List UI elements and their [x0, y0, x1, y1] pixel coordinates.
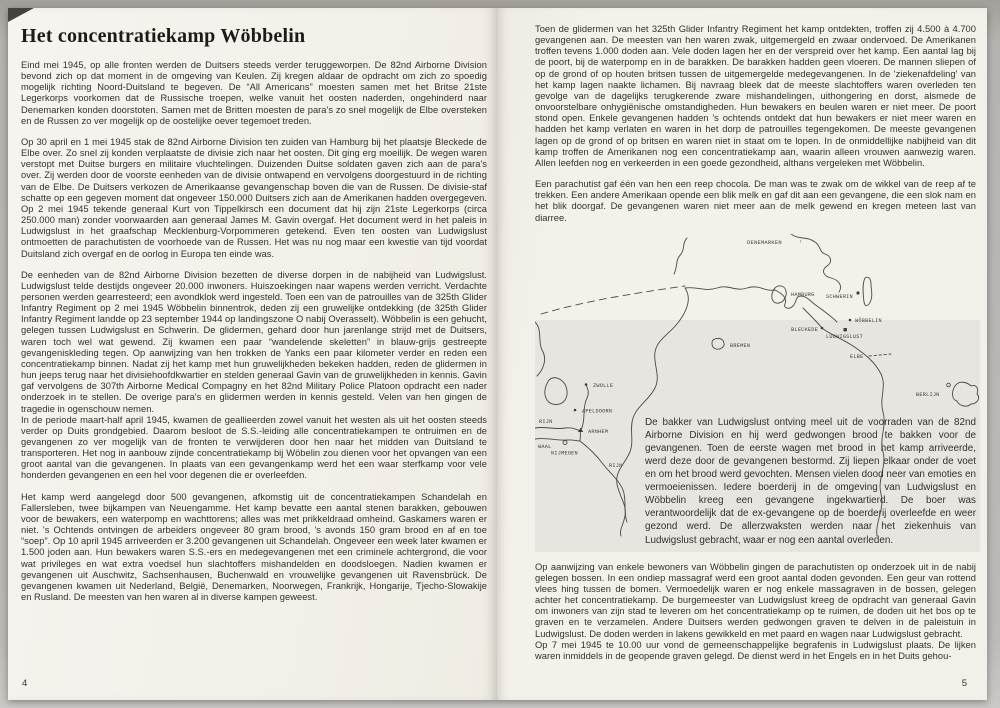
map-marker-wobbelin — [849, 318, 852, 321]
map-marker-bleckede — [821, 326, 824, 329]
paragraph: In de periode maart-half april 1945, kwamen de geallieerden zowel vanuit het westen als uit het oosten steeds verder op Duits grondgebied. Daarom besloot de S.S.-leiding alle concentratiekampen te ontruimen en de gevangenen zo ver mogelijk van de fronten te verwijderen door hen naar het midden van Duitsland te transporteren. Het nog in aanbouw zijnde concentratiekamp bij Wöbelin zou dienen voor het opvangen van een groot aantal van die gevangenen. In plaats van een gevangenkamp werd het een waar sterfkamp voor vele honderden gevangenen en een hel voor degenen die er overleefden. — [21, 414, 487, 481]
map-label-berlijn: BERLIJN — [916, 391, 940, 398]
paragraph: Op 30 april en 1 mei 1945 stak de 82nd Airborne Division ten zuiden van Hamburg bij het plaatsje Bleckede de Elbe over. Zo snel zij konden verplaatste de divisie zich naar het oosten. Dit ging erg moeilijk. De wegen waren verstopt met Duitse burgers en militaire vluchtelingen. Duizenden Duitse soldaten gaven zich aan de para's over. Zij werden door de voorste eenheden van de divisie ontwapend en vervolgens doorgestuurd in de richting van de Elbe. De Duitsers verkozen de Amerikaanse gevangenschap boven die van de Russen. De divisie-staf schatte op een gegeven moment dat ongeveer 150.000 Duitsers zich aan de Amerikanen hadden overgegeven. Op 2 mei 1945 tekende generaal Kurt von Tippelkirsch een document dat hij zijn 21ste Legerkorps (circa 250.000 man) zonder voorwaarden aan generaal James M. Gavin overgaf. Het document werd in het paleis in Ludwigslust in het graafschap Mecklenburg-Vorpommeren getekend. Even ten oosten van Ludwigslust ontmoetten de parachutisten de voorhoede van de Russen. Het was nu nog maar een kwestie van tijd voordat Duitsland zich overgaf en de oorlog in Europa ten einde was. — [21, 136, 487, 259]
map-label-apeldoorn: APELDOORN — [582, 408, 613, 415]
map-city-hamburg — [772, 286, 786, 303]
map-label-arnhem: ARNHEM — [588, 428, 609, 435]
sketch-map — [535, 234, 980, 552]
book-spread — [8, 8, 987, 700]
map-marker-zwolle — [585, 383, 588, 386]
map-lakes-schwerin — [856, 277, 871, 305]
map-label-rijn-lower: RIJN — [609, 462, 623, 469]
page-title: Het concentratiekamp Wöbbelin — [21, 25, 306, 47]
map-marker-ludwigslust — [844, 328, 847, 331]
map-label-hamburg: HAMBURG — [791, 291, 815, 298]
paragraph-block — [535, 562, 976, 662]
map-label-denemarken-arrow: ↑ — [799, 238, 803, 245]
map-label-bremen: BREMEN — [730, 342, 751, 349]
page-number-right: 5 — [961, 678, 967, 689]
map-side-paragraph: De bakker van Ludwigslust ontving meel uit de voorraden van de 82nd Airborne Division en hij werd gedwongen brood te bakken voor de gevangenen. Toen de eerste wagen met brood in het kamp arriveerde, werd deze door de gevangenen bestormd. Zij liepen elkaar onder de voet en om het brood werd gevochten. Mensen vielen dood neer van emoties en vermoeienissen. Iedere boerderij in de omgeving van Ludwigslust en Wöbbelin kreeg een gevangene ingekwartierd. De boer was verantwoordelijk dat de ex-gevangene op de boerderij overleefde en weer gezond werd. De allerzwaksten werden naar het ziekenhuis van Ludwigslust gebracht, waar er nog een aantal overleden. — [645, 416, 976, 546]
map-label-rijn-upper: RIJN — [539, 418, 553, 425]
map-label-zwolle: ZWOLLE — [593, 382, 614, 389]
map-label-denemarken: DENEMARKEN — [747, 239, 782, 246]
map-wadden-islands — [541, 286, 685, 314]
paragraph: Op 7 mei 1945 te 10.00 uur vond de gemeenschappelijke begrafenis in Ludwigslust plaats. De lijken waren inmiddels in de geopende graven gelegd. De dienst werd in het Engels en in het Duits gehou- — [535, 639, 976, 661]
map-marker-apeldoorn — [574, 408, 577, 411]
map-label-bleckede: BLECKEDE — [791, 326, 818, 333]
paragraph: Een parachutist gaf één van hen een reep chocola. De man was te zwak om de wikkel van de reep af te trekken. Een andere Amerikaan opende een blik melk en gaf dit aan een gevangene, die een slok nam en het blik doorgaf. De gevangenen waren niet meer aan de melk gewend en kregen meteen last van diarree. — [535, 179, 976, 223]
map-label-waal: WAAL — [538, 443, 552, 450]
page-left — [8, 8, 497, 700]
map-label-schwerin: SCHWERIN — [826, 293, 853, 300]
map-label-nijmegen: NIJMEGEN — [551, 450, 578, 457]
map-label-elbe: ELBE — [850, 353, 864, 360]
paragraph: Toen de glidermen van het 325th Glider Infantry Regiment het kamp ontdekten, troffen zij 4.500 à 4.700 gevangenen aan. De meesten van hen waren zwak, uitgemergeld en zwaar ondervoed. De Amerikanen troffen tevens 1.000 doden aan. Vele doden lagen her en der verspreid over het kamp. Een aantal lag bij de poort, bij de waterpomp en in de barakken. De barakken hadden geen vloeren. De mannen sliepen of op de grond of op houten britsen tussen de uitgemergelde medegevangenen. In de 'ziekenafdeling' van het kamp lagen naakte lichamen. Bij navraag bleek dat de meeste slachtoffers waren overleden ten gevolge van de dagelijks terugkerende zware mishandelingen, uithongering en dorst, alsmede de onvoorstelbare onhygiënische omstandigheden. Hun bewakers en beulen waren er niet meer. De poort stond open. Enkele gevangenen hadden 's ochtends ontdekt dat hun bewakers er niet meer waren en hadden het kamp verlaten en waren in het dorp de patrouilles tegengekomen. De meeste gevangenen lagen op de grond of op britsen en waren niet in staat om te lopen. In de onmiddellijke nabijheid van dit kamp troffen de Amerikanen nog een concentratiekamp aan, waarin alleen vrouwen aanwezig waren. Allen leefden nog en verkeerden in een goede gezondheid, althans vergeleken met Wöbbelin. — [535, 24, 976, 168]
page-right — [497, 8, 987, 700]
paragraph-block — [21, 270, 487, 482]
paragraph: De eenheden van de 82nd Airborne Division bezetten de diverse dorpen in de nabijheid van Ludwigslust. Ludwigslust telde destijds ongeveer 20.000 inwoners. Huiszoekingen naar wapens werden verricht. Verdachte personen werden gearresteerd; een avondklok werd ingesteld. Toen een van de patrouilles van de 325th Glider Infantry Regiment op 2 mei 1945 Wöbbelin binnentrok, deden zij een gruwelijke ontdekking (de 325th Glider Infantry Regiment landde op 23 september 1944 op landingszone O nabij Overasselt). Wöbbelin is een gehucht, gelegen tussen Ludwigslust en Schwerin. De glidermen, gehard door hun jarenlange strijd met de Duitsers, waren toch wel wat gewend. Zij kwamen een paar “wandelende skeletten” in blauw-grijs gestreepte gevangeniskleding tegen. Op aanwijzing van hen trokken de Yanks een paar kilometer verder en reden een concentratiekamp binnen. Nadat zij het kamp met hun gruwelijkheden bekeken hadden, reden de glidermen in hun jeeps terug naar het divisiehoofdkwartier en stelden generaal Gavin van de gruwelijkheden in kennis. Gavin gaf vervolgens de 307th Airborne Medical Compagny en het 82nd Military Police Platoon opdracht een nader onderzoek in te stellen. De overige para's en glidermen werden in kennis gesteld. Velen van hen gingen de tragedie in ogenschouw nemen. — [21, 269, 487, 414]
page-number-left: 4 — [22, 678, 28, 689]
map-label-wobbelin: WÖBBELIN — [855, 317, 882, 324]
paragraph: Op aanwijzing van enkele bewoners van Wöbbelin gingen de parachutisten op onderzoek uit in de nabij gelegen bossen. In een ondiep massagraf werd een groot aantal doden gevonden. Een geur van rottend vlees hing tussen de bomen. Vermoedelijk waren er nog enkele massagraven in de bossen, gelegen achter het concentratiekamp. De burgemeester van Ludwigslust kreeg de opdracht van generaal Gavin om inwoners van zijn stad te leveren om het concentratiekamp op te ruimen, de doden uit het bos op te graven en te verzamelen. Andere Duitsers werden gedwongen graven te delven in de paleistuin in Ludwigslust. De doden werden in lakens gewikkeld en met paard en wagen naar Ludwigslust gebracht. — [535, 561, 976, 639]
paragraph: Eind mei 1945, op alle fronten werden de Duitsers steeds verder teruggeworpen. De 82nd Airborne Division bevond zich op dat moment in de omgeving van Keulen. Zij kregen aldaar de opdracht om zich zo spoedig mogelijk richting Noord-Duitsland te begeven. De “All Americans” moesten samen met het Britse 21ste Legerkorps voorkomen dat de Russische troepen, welke vanuit het oosten naderden, ongehinderd naar Denemarken konden doorstoten. Samen met de Britten moesten de para's zo snel mogelijk de Elbe oversteken en de Russen zo ver mogelijk op de oostelijke oever tegemoet treden. — [21, 60, 487, 126]
map-label-ludwigslust: LUDWIGSLUST — [826, 333, 863, 340]
paragraph: Het kamp werd aangelegd door 500 gevangenen, afkomstig uit de concentratiekampen Schandelah en Fallersleben, twee bijkampen van Neuengamme. Het kamp bevatte een aantal stenen barakken, gebouwen voor de bewakers, een waterpomp en wachttorens; alles was met prikkeldraad omheind. Gaskamers waren er niet. 's Ochtends ontvingen de arbeiders ongeveer 80 gram brood, 's avonds 150 gram brood en af en toe “soep”. Op 10 april 1945 arriveerden er 3.200 gevangenen uit Schandelah. Ongeveer een week later kwamen er 1.500 joden aan. Hun bewakers waren S.S.-ers en medegevangenen met een criminele achtergrond, die voor wat privileges en wat extra voedsel hun slachtoffers mishandelden en doodsloegen. Nadien kwamen er gevangenen uit Auschwitz, Sachsenhausen, Buchenwald en vrouwelijke gevangenen uit Ravensbrück. De gevangenen kwamen uit Nederland, België, Denemarken, Noorwegen, Frankrijk, Hongarije, Tjecho-Slowakije en Rusland. De meesten van hen waren al in diverse kampen geweest. — [21, 491, 487, 603]
